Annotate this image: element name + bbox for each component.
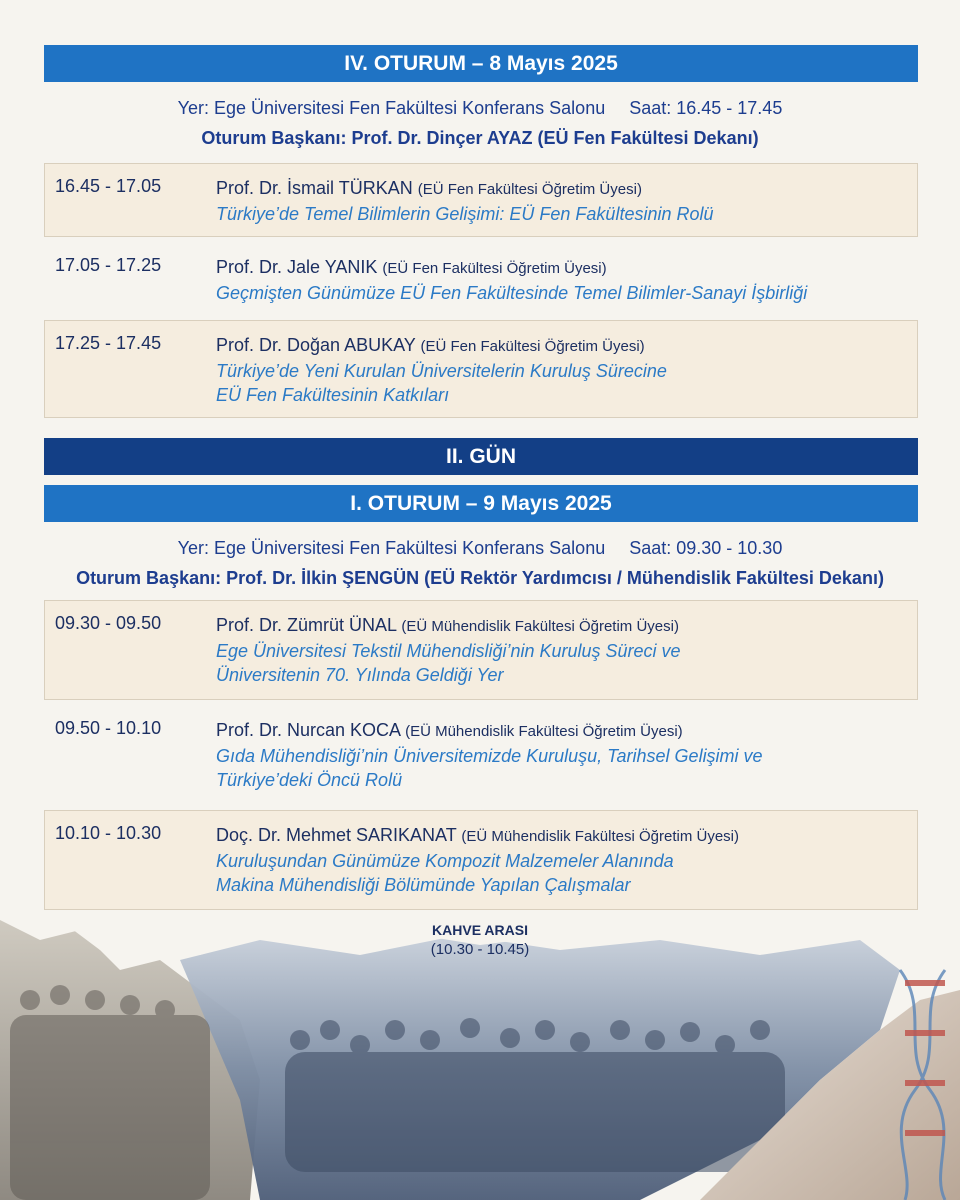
coffee-break <box>0 922 960 958</box>
talk-time: 09.30 - 09.50 <box>55 613 162 633</box>
talk-title <box>216 639 907 687</box>
talk-item <box>44 705 918 805</box>
session-4-time: Saat: 16.45 - 17.45 <box>629 98 783 118</box>
talk-title-line: Türkiye’de Temel Bilimlerin Gelişimi: EÜ Fen Fakültesinin Rolü <box>216 204 714 224</box>
session-4-header: IV. OTURUM – 8 Mayıs 2025 <box>44 45 918 82</box>
speaker-affiliation: (EÜ Mühendislik Fakültesi Öğretim Üyesi) <box>461 828 739 845</box>
talk-item <box>44 810 918 910</box>
talk-title <box>216 359 907 407</box>
session-1-venue-time <box>0 538 960 559</box>
session-4-venue-time <box>0 98 960 119</box>
session-1-header: I. OTURUM – 9 Mayıs 2025 <box>44 485 918 522</box>
talk-title <box>216 202 907 226</box>
talk-item <box>44 320 918 418</box>
talk-title <box>216 744 907 792</box>
speaker-affiliation: (EÜ Mühendislik Fakültesi Öğretim Üyesi) <box>401 618 679 635</box>
talk-title-line: Kuruluşundan Günümüze Kompozit Malzemeler Alanında <box>216 851 674 871</box>
talk-speaker <box>216 333 907 359</box>
speaker-name: Prof. Dr. Doğan ABUKAY <box>216 335 416 355</box>
session-1-venue: Yer: Ege Üniversitesi Fen Fakültesi Konferans Salonu <box>177 538 606 558</box>
talk-time: 16.45 - 17.05 <box>55 176 162 196</box>
speaker-name: Doç. Dr. Mehmet SARIKANAT <box>216 825 457 845</box>
talk-time: 10.10 - 10.30 <box>55 823 162 843</box>
day-2-header: II. GÜN <box>44 438 918 475</box>
session-4-chair: Oturum Başkanı: Prof. Dr. Dinçer AYAZ (EÜ Fen Fakültesi Dekanı) <box>201 128 759 148</box>
talk-speaker <box>216 823 907 849</box>
speaker-name: Prof. Dr. Nurcan KOCA <box>216 720 401 740</box>
talk-time: 17.25 - 17.45 <box>55 333 162 353</box>
session-1-time: Saat: 09.30 - 10.30 <box>629 538 783 558</box>
talk-title <box>216 849 907 897</box>
talk-speaker <box>216 613 907 639</box>
session-4-venue: Yer: Ege Üniversitesi Fen Fakültesi Konferans Salonu <box>177 98 606 118</box>
speaker-affiliation: (EÜ Mühendislik Fakültesi Öğretim Üyesi) <box>405 723 683 740</box>
talk-item <box>44 600 918 700</box>
talk-time: 09.50 - 10.10 <box>55 718 162 738</box>
talk-item <box>44 242 918 316</box>
talk-title-line: Ege Üniversitesi Tekstil Mühendisliği’nin Kuruluş Süreci ve <box>216 641 681 661</box>
talk-title-line: EÜ Fen Fakültesinin Katkıları <box>216 385 450 405</box>
talk-title-line: Türkiye’deki Öncü Rolü <box>216 770 403 790</box>
session-1-chair: Oturum Başkanı: Prof. Dr. İlkin ŞENGÜN (EÜ Rektör Yardımcısı / Mühendislik Fakültesi Dekanı) <box>76 568 884 588</box>
talk-speaker <box>216 255 907 281</box>
talk-title-line: Üniversitenin 70. Yılında Geldiği Yer <box>216 665 504 685</box>
coffee-break-time: (10.30 - 10.45) <box>430 941 530 958</box>
speaker-affiliation: (EÜ Fen Fakültesi Öğretim Üyesi) <box>382 260 607 277</box>
talk-title-line: Türkiye’de Yeni Kurulan Üniversitelerin Kuruluş Sürecine <box>216 361 667 381</box>
speaker-name: Prof. Dr. Jale YANIK <box>216 257 378 277</box>
talk-title-line: Makina Mühendisliği Bölümünde Yapılan Çalışmalar <box>216 875 631 895</box>
talk-speaker <box>216 176 907 202</box>
talk-item <box>44 163 918 237</box>
talk-speaker <box>216 718 907 744</box>
talk-title-line: Geçmişten Günümüze EÜ Fen Fakültesinde Temel Bilimler-Sanayi İşbirliği <box>216 283 808 303</box>
speaker-affiliation: (EÜ Fen Fakültesi Öğretim Üyesi) <box>417 181 642 198</box>
speaker-name: Prof. Dr. Zümrüt ÜNAL <box>216 615 397 635</box>
speaker-name: Prof. Dr. İsmail TÜRKAN <box>216 178 413 198</box>
talk-time: 17.05 - 17.25 <box>55 255 162 275</box>
coffee-break-title: KAHVE ARASI <box>432 922 528 938</box>
speaker-affiliation: (EÜ Fen Fakültesi Öğretim Üyesi) <box>420 338 645 355</box>
talk-title-line: Gıda Mühendisliği’nin Üniversitemizde Kuruluşu, Tarihsel Gelişimi ve <box>216 746 763 766</box>
talk-title <box>216 281 907 305</box>
